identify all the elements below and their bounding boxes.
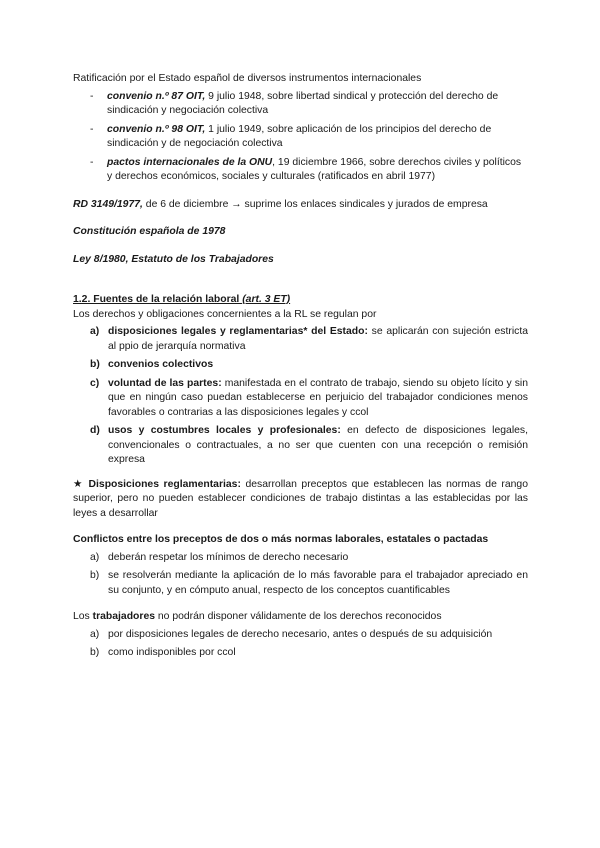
section-number-title: 1.2. Fuentes de la relación laboral <box>73 294 243 305</box>
list-marker: b) <box>90 359 100 370</box>
item-text: por disposiciones legales de derecho necesario, antes o después de su adquisición <box>108 628 493 640</box>
item-title: convenio n.º 98 OIT, <box>107 123 206 135</box>
list-marker: a) <box>90 326 100 337</box>
constitucion-heading: Constitución española de 1978 <box>73 226 226 237</box>
workers-list <box>73 628 528 661</box>
note-title: Disposiciones reglamentarias: <box>88 478 241 490</box>
list-marker: d) <box>90 425 100 436</box>
item-text: 1 julio 1949, sobre aplicación de los principios del derecho de sindicación y de negociación colectiva <box>107 123 492 149</box>
list-item <box>73 156 528 185</box>
item-text: se resolverán mediante la aplicación de lo más favorable para el trabajador apreciado en su conjunto, y en cómputo anual, respecto de los conceptos cuantificables <box>108 570 528 596</box>
item-text: en defecto de disposiciones legales, convencionales o contractuales, a no ser que cuenten con una recepción o remisión expresa <box>108 425 528 465</box>
ratification-intro: Ratificación por el Estado español de diversos instrumentos internacionales <box>73 73 422 84</box>
sources-list <box>73 325 528 468</box>
section-title <box>73 293 528 308</box>
workers-post: no podrán disponer válidamente de los derechos reconocidos <box>155 611 442 622</box>
list-marker: b) <box>90 647 100 658</box>
list-marker: - <box>90 123 94 135</box>
list-item <box>73 646 528 661</box>
item-text: manifestada en el contrato de trabajo, siendo su objeto lícito y sin que en ningún caso puedan establecerse en perjuicio del trabajador condiciones menos favorables o contrarias a las disposiciones legales y ccol <box>108 377 528 418</box>
list-marker: c) <box>90 377 100 389</box>
list-item <box>73 325 528 354</box>
document-page <box>73 72 528 665</box>
list-marker: a) <box>90 628 100 640</box>
list-item <box>73 377 528 421</box>
list-item <box>73 569 528 598</box>
rd-paragraph <box>73 198 528 213</box>
item-text: , 19 diciembre 1966, sobre derechos civiles y políticos y derechos económicos, sociales y culturales (ratificados en abril 1977) <box>107 156 522 182</box>
list-marker: - <box>90 156 94 168</box>
list-marker: a) <box>90 551 100 563</box>
list-item <box>73 123 528 152</box>
list-item <box>73 628 528 643</box>
ley-heading: Ley 8/1980, Estatuto de los Trabajadores <box>73 253 274 265</box>
item-title: usos y costumbres locales y profesionales: <box>108 425 341 436</box>
item-title: disposiciones legales y reglamentarias* del Estado: <box>108 326 368 337</box>
list-item <box>73 551 528 566</box>
rd-text: de 6 de diciembre → suprime los enlaces sindicales y jurados de empresa <box>142 198 488 210</box>
workers-paragraph <box>73 610 528 625</box>
section-intro: Los derechos y obligaciones concernientes a la RL se regulan por <box>73 308 377 320</box>
item-text: 9 julio 1948, sobre libertad sindical y protección del derecho de sindicación y negociación colectiva <box>107 90 499 116</box>
reglamentarias-note <box>73 478 528 522</box>
ratification-list <box>73 90 528 185</box>
workers-pre: Los <box>73 611 93 622</box>
item-title: pactos internacionales de la ONU <box>107 156 273 168</box>
item-title: convenio n.º 87 OIT, <box>107 90 206 102</box>
item-title: convenios colectivos <box>108 359 214 370</box>
list-item <box>73 358 528 373</box>
rd-title: RD 3149/1977, <box>73 198 143 210</box>
list-item <box>73 90 528 119</box>
item-text: deberán respetar los mínimos de derecho necesario <box>108 551 349 563</box>
item-text: como indisponibles por ccol <box>108 647 236 658</box>
list-marker: b) <box>90 570 100 581</box>
star-icon: ★ <box>73 478 84 490</box>
workers-bold: trabajadores <box>92 611 156 622</box>
list-item <box>73 424 528 468</box>
conflicts-heading: Conflictos entre los preceptos de dos o más normas laborales, estatales o pactadas <box>73 534 489 545</box>
note-text: desarrollan preceptos que establecen las normas de rango superior, pero no pueden establecer condiciones de trabajo distintas a las establecidas por las leyes a desarrollar <box>73 478 528 519</box>
conflicts-list <box>73 551 528 599</box>
section-ref: (art. 3 ET) <box>242 294 291 305</box>
item-title: voluntad de las partes: <box>108 377 222 389</box>
item-text: se aplicarán con sujeción estricta al ppio de jerarquía normativa <box>108 326 528 352</box>
list-marker: - <box>90 90 94 102</box>
